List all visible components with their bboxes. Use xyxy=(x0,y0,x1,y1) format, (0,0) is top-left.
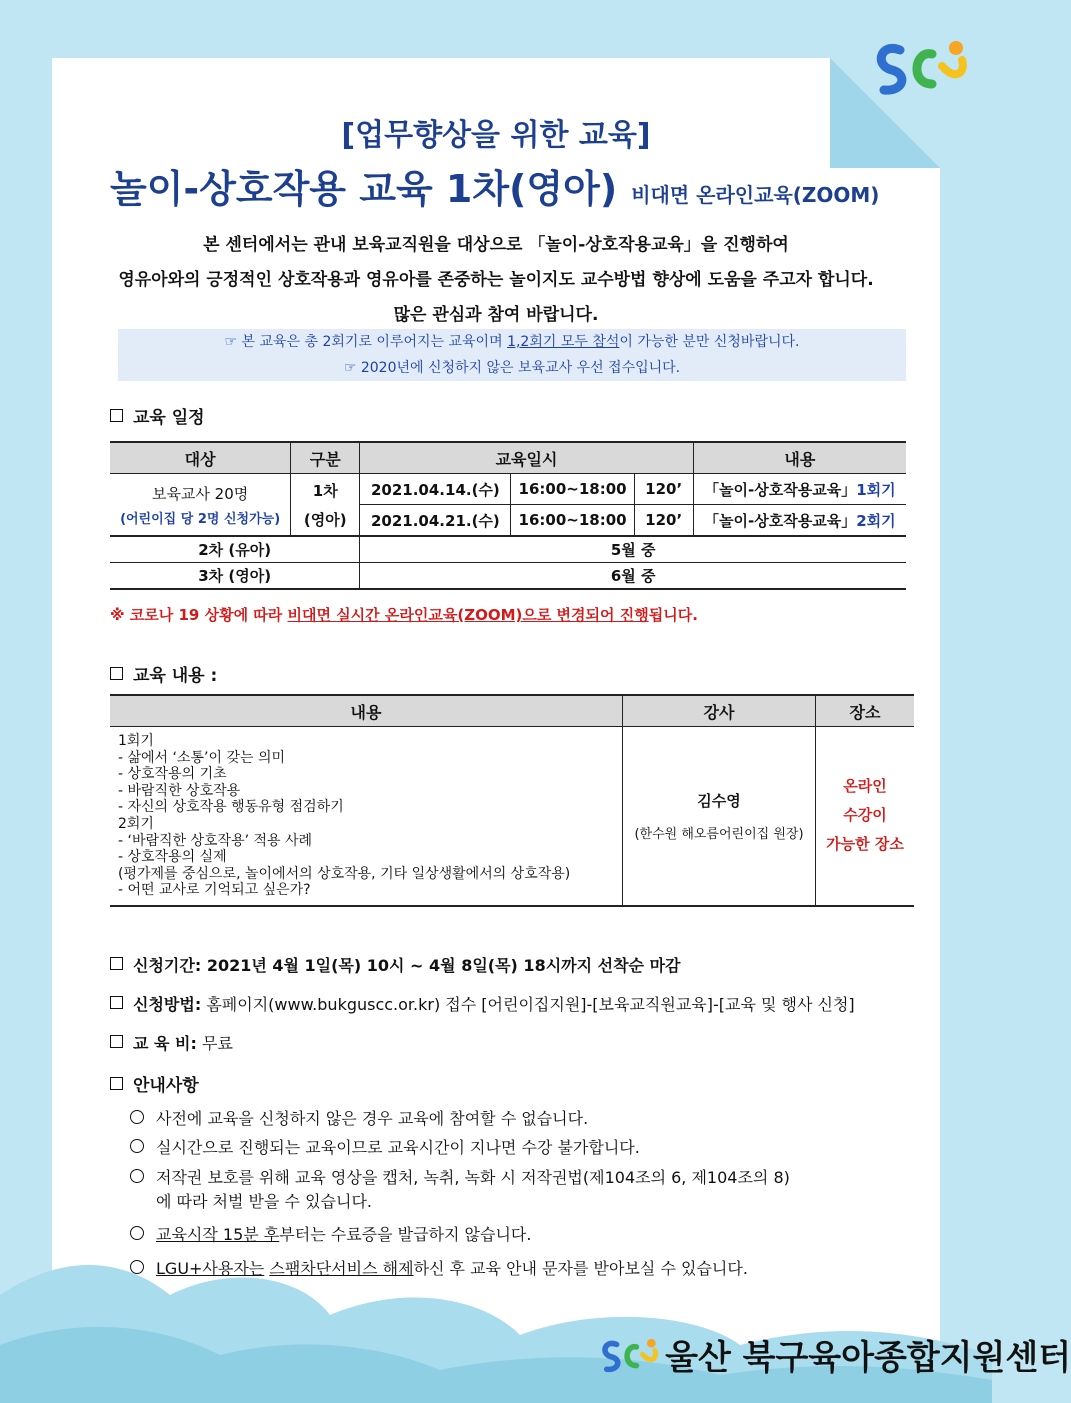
intro-line: 많은 관심과 참여 바랍니다. xyxy=(393,305,599,325)
footer-brand xyxy=(598,1330,1071,1379)
place-cell xyxy=(816,727,915,906)
list-item-continuation: 에 따라 처벌 받을 수 있습니다. xyxy=(156,1192,372,1211)
checkbox-square-icon xyxy=(110,409,123,422)
duration-cell: 120’ xyxy=(634,474,693,505)
checkbox-square-icon xyxy=(110,667,123,680)
content-line: - 상호작용의 실제 xyxy=(118,849,227,866)
table-row xyxy=(110,727,914,906)
round-label: 2차 (유아) xyxy=(110,536,360,563)
notice-emphasis: 1,2회기 모두 참석 xyxy=(507,334,620,350)
checkbox-square-icon xyxy=(110,996,123,1009)
content-line: - 자신의 상호작용 행동유형 점검하기 xyxy=(118,799,344,816)
content-line: - 상호작용의 기초 xyxy=(118,766,227,783)
list-item xyxy=(130,1165,790,1188)
content-line: - 삶에서 ‘소통’이 갖는 의미 xyxy=(118,749,285,766)
list-item-text: 저작권 보호를 위해 교육 영상을 캡처, 녹취, 녹화 시 저작권법(제104조의 6, 제104조의 8) xyxy=(156,1168,790,1187)
list-item-text: 사전에 교육을 신청하지 않은 경우 교육에 참여할 수 없습니다. xyxy=(156,1109,589,1128)
notice-text: 이 가능한 분만 신청바랍니다. xyxy=(619,334,800,350)
content-text: 「놀이-상호작용교육」 xyxy=(704,511,857,530)
list-item xyxy=(130,1222,531,1245)
table-header: 대상 xyxy=(110,442,291,474)
org-name: 울산 북구육아종합지원센터 xyxy=(665,1338,1071,1378)
warning-text: 됩니다. xyxy=(648,606,698,624)
division-text: 1차 xyxy=(312,481,338,500)
circle-bullet-icon xyxy=(130,1169,144,1183)
place-line: 온라인 xyxy=(843,777,887,796)
content-cell xyxy=(693,505,906,537)
place-line: 가능한 장소 xyxy=(826,835,904,854)
division-cell xyxy=(291,474,360,537)
table-header: 구분 xyxy=(291,442,360,474)
instructor-note: (한수원 해오름어린이집 원장) xyxy=(634,826,804,842)
section-title: 교육 내용 : xyxy=(133,666,218,686)
logo-icon xyxy=(870,32,970,102)
checkbox-square-icon xyxy=(110,957,123,970)
page-subtitle: [업무향상을 위한 교육] xyxy=(341,118,651,153)
table-header: 장소 xyxy=(816,695,915,727)
title-tag: 비대면 온라인교육(ZOOM) xyxy=(631,183,880,207)
place-line: 수강이 xyxy=(843,806,887,825)
info-label: 신청방법: xyxy=(133,995,202,1014)
info-value: 2021년 4월 1일(목) 10시 ~ 4월 8일(목) 18시까지 선착순 마감 xyxy=(206,956,681,975)
round-when: 6월 중 xyxy=(360,563,906,590)
page-title xyxy=(110,158,879,213)
table-header: 강사 xyxy=(623,695,816,727)
duration-cell: 120’ xyxy=(634,505,693,537)
table-header-row xyxy=(110,695,914,727)
date-cell: 2021.04.21.(수) xyxy=(360,505,511,537)
target-note: (어린이집 당 2명 신청가능) xyxy=(120,511,281,527)
section-title: 안내사항 xyxy=(133,1076,199,1096)
table-header: 교육일시 xyxy=(360,442,693,474)
notice-line: ☞ 2020년에 신청하지 않은 보육교사 우선 접수입니다. xyxy=(343,360,681,376)
info-label: 신청기간: xyxy=(133,956,202,975)
schedule-table xyxy=(110,441,906,590)
list-item-emphasis: 스팸차단서비스 해제 xyxy=(269,1259,414,1278)
list-item-text: 부터는 수료증을 발급하지 않습니다. xyxy=(279,1225,532,1244)
intro-text xyxy=(0,228,992,333)
content-line: - ‘바람직한 상호작용’ 적용 사례 xyxy=(118,832,313,849)
logo-icon xyxy=(598,1331,660,1379)
covid-warning xyxy=(110,604,698,625)
content-table xyxy=(110,694,914,907)
target-cell xyxy=(110,474,291,537)
content-line: 2회기 xyxy=(118,815,154,832)
circle-bullet-icon xyxy=(130,1110,144,1124)
list-item xyxy=(130,1256,748,1279)
session-text: 2회기 xyxy=(856,511,896,530)
section-content-heading xyxy=(110,661,217,686)
content-line: (평가제를 중심으로, 놀이에서의 상호작용, 기타 일상생활에서의 상호작용) xyxy=(118,865,571,882)
circle-bullet-icon xyxy=(130,1260,144,1274)
time-cell: 16:00~18:00 xyxy=(511,474,634,505)
intro-line: 본 센터에서는 관내 보육교직원을 대상으로 「놀이-상호작용교육」을 진행하여 xyxy=(203,235,789,255)
instructor-name: 김수영 xyxy=(697,791,741,810)
checkbox-square-icon xyxy=(110,1035,123,1048)
info-label: 교 육 비: xyxy=(133,1034,197,1053)
target-text: 보육교사 20명 xyxy=(151,484,249,503)
content-line: 1회기 xyxy=(118,733,154,749)
list-item-emphasis: LGU+사용자는 xyxy=(156,1259,265,1278)
session-text: 1회기 xyxy=(856,480,896,499)
notice-box xyxy=(118,329,906,381)
warning-emphasis: 비대면 실시간 온라인교육(ZOOM)으로 변경되어 진행 xyxy=(287,606,649,624)
apply-method xyxy=(110,992,855,1015)
info-value: 무료 xyxy=(202,1034,233,1053)
round-when: 5월 중 xyxy=(360,536,906,563)
apply-period xyxy=(110,953,681,976)
notice-text: ☞ 본 교육은 총 2회기로 이루어지는 교육이며 xyxy=(224,334,508,350)
section-title: 교육 일정 xyxy=(133,408,205,428)
warning-text: ※ 코로나 19 상황에 따라 xyxy=(110,606,288,624)
title-text: 놀이-상호작용 교육 1차(영아) xyxy=(110,167,618,211)
table-header: 내용 xyxy=(110,695,623,727)
list-item-text: 하신 후 교육 안내 문자를 받아보실 수 있습니다. xyxy=(413,1259,748,1278)
table-header: 내용 xyxy=(693,442,906,474)
checkbox-square-icon xyxy=(110,1077,123,1090)
circle-bullet-icon xyxy=(130,1226,144,1240)
info-value: 홈페이지(www.bukguscc.or.kr) 접수 [어린이집지원]-[보육교직원교육]-[교육 및 행사 신청] xyxy=(206,995,855,1014)
round-label: 3차 (영아) xyxy=(110,563,360,590)
content-text: 「놀이-상호작용교육」 xyxy=(704,480,857,499)
time-cell: 16:00~18:00 xyxy=(511,505,634,537)
instructor-cell xyxy=(623,727,816,906)
division-note: (영아) xyxy=(303,510,347,529)
education-fee xyxy=(110,1031,233,1054)
date-cell: 2021.04.14.(수) xyxy=(360,474,511,505)
content-line: - 어떤 교사로 기억되고 싶은가? xyxy=(118,882,311,899)
content-lines xyxy=(110,727,623,906)
section-schedule-heading xyxy=(110,403,205,428)
table-row xyxy=(110,536,906,563)
table-row xyxy=(110,474,906,505)
notice-line xyxy=(118,329,906,355)
list-item-text: 실시간으로 진행되는 교육이므로 교육시간이 지나면 수강 불가합니다. xyxy=(156,1138,640,1157)
section-guide-heading xyxy=(110,1071,199,1096)
content-line: - 바람직한 상호작용 xyxy=(118,782,241,799)
list-item xyxy=(130,1135,640,1158)
table-row xyxy=(110,563,906,590)
list-item xyxy=(130,1106,588,1129)
circle-bullet-icon xyxy=(130,1139,144,1153)
table-header-row xyxy=(110,442,906,474)
intro-line: 영유아와의 긍정적인 상호작용과 영유아를 존중하는 놀이지도 교수방법 향상에 도움을 주고자 합니다. xyxy=(118,270,874,290)
list-item-emphasis: 교육시작 15분 후 xyxy=(156,1225,280,1244)
content-cell xyxy=(693,474,906,505)
